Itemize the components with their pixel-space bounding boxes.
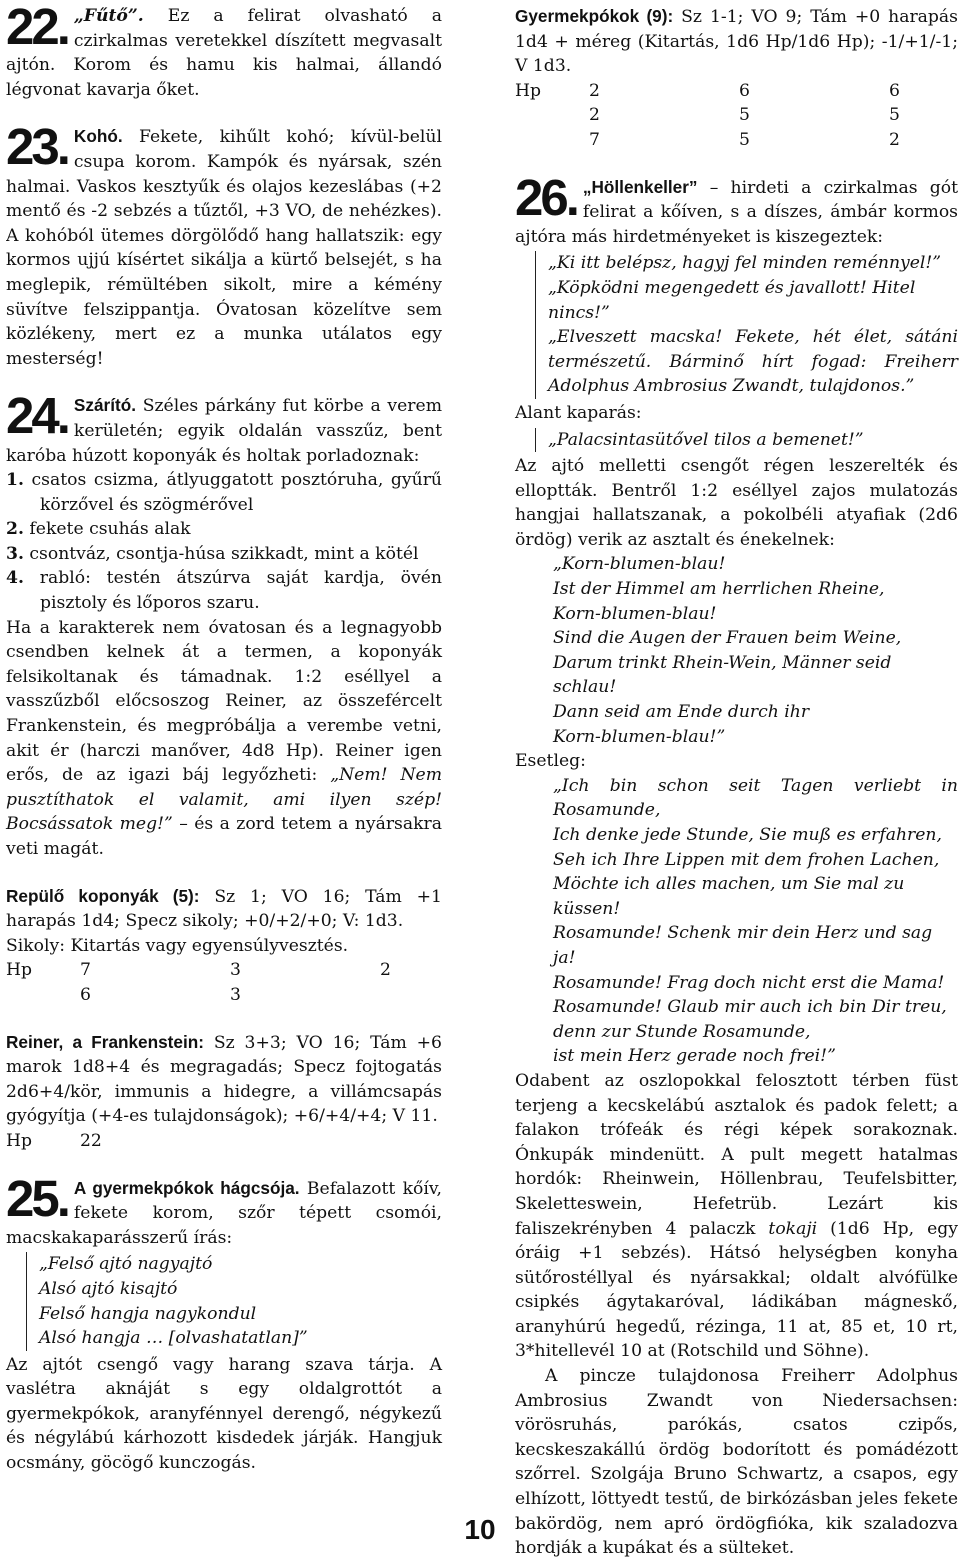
stat-block-spiders: Gyermekpókok (9): Sz 1-1; VO 9; Tám +0 harapás 1d4 + méreg (Kitartás, 1d6 Hp/1d6 Hp); -1/+1/-1; V 1d3. Hp 2 6 6 2 5 5 7 5 2 xyxy=(515,4,958,153)
section-26 xyxy=(515,175,958,250)
page-number: 10 xyxy=(464,1514,496,1545)
tavern-description: Odabent az oszlopokkal felosztott térben füst terjeng a kecskelábú asztalok és padok felett; a falakon trófeák és régi képek sorakoznak. Ónkupák mindenütt. A pult megett hatalmas hordók: Rheinwein, Höllenbrau, Teufelsbitter, Skeletteswein, Hefetrüb. Lezárt kis faliszekrényben 4 palaczk tokaji (1d6 Hp, egy óráig +1 sebzés). Hátsó helységben konyha sütőrostéllyal és nyársakkal; oldalt alvófülke csipkés ágytakaróval, ládikában mágneskő, aranyhúrú hegedű, rézinga, 11 at, 85 et, 10 rt, 3*hitellevél 10 at (Rotschild und Söhne). xyxy=(515,1070,959,1362)
scratched-notice: „Palacsintasütővel tilos a bemenet!” xyxy=(535,428,958,453)
stat-name: Repülő koponyák (5): xyxy=(6,885,200,906)
section-25 xyxy=(6,1176,442,1251)
stat-name: Reiner, a Frankenstein: xyxy=(6,1031,204,1052)
section-title: „Fűtő”. xyxy=(73,6,144,26)
section-text: – hirdeti a czirkalmas gót felirat a kőíven, s a díszes, ámbár kormos ajtóra más hirdetményeket is kiszegeztek: xyxy=(515,177,958,247)
section-22 xyxy=(6,4,442,102)
hp-row: 2 5 5 xyxy=(589,105,900,126)
section-number: 23. xyxy=(6,124,68,176)
label-text: Esetleg: xyxy=(515,751,586,772)
section-title: A gyermekpókok hágcsója. xyxy=(73,1177,300,1198)
song-kornblumenblau: „Korn-blumen-blau! Ist der Himmel am herrlichen Rheine, Korn-blumen-blau! Sind die Augen der Frauen beim Weine, Darum trinkt Rhein-Wein, Männer seid schlau! Dann seid am Ende durch ihr Korn-blumen-blau!” xyxy=(553,554,902,747)
section-number: 22. xyxy=(6,4,68,55)
list-item: 4. rabló: testén átszúrva saját kardja, övén pisztoly és lőporos szaru. xyxy=(6,568,442,614)
list-item: 2. fekete csuhás alak xyxy=(6,519,191,540)
right-column xyxy=(515,4,958,1561)
hp-row: Hp 7 3 2 xyxy=(6,960,391,981)
hp-row: 7 5 2 xyxy=(589,129,900,150)
hp-row: Hp 22 xyxy=(6,1130,102,1151)
door-notices: „Ki itt belépsz, hagyj fel minden reménnyel!” „Köpködni megengedett és javallott! Hitel nincs!” „Elveszett macska! Fekete, hét élet, sátáni természetű. Bárminő hírt fogad: Freiherr Adolphus Ambrosius Zwandt, tulajdonos.” xyxy=(535,251,958,399)
stat-name: Gyermekpókok (9): xyxy=(515,6,674,26)
section-text: Befalazott kőív, fekete korom, szőr tépett csomói, macskakaparásszerű írás: xyxy=(6,1178,442,1248)
stat-block-reiner: Reiner, a Frankenstein: Sz 3+3; VO 16; Tám +6 marok 1d8+4 és megragadás; Specz fojtogatás 2d6+4/kör, immunis a hidegre, a villámcsapás gyógyítja (+4-es tulajdonságok); +6/+4/+4; V 11. Hp 22 xyxy=(6,1030,442,1154)
section-23 xyxy=(6,124,442,371)
list-item: 3. csontváz, csontja-húsa szikkadt, mint a kötél xyxy=(6,543,419,564)
section-text: Ez a felirat olvasható a czirkalmas veretekkel díszített megvasalt ajtón. Korom és hamu kis halmai, állandó légvonat kavarja őket. xyxy=(6,6,442,100)
stat-note: Sikoly: Kitartás vagy egyensúlyvesztés. xyxy=(6,935,349,956)
hp-row: Hp 2 6 6 xyxy=(515,80,900,101)
section-title: „Höllenkeller” xyxy=(582,176,698,197)
hp-row: 6 3 xyxy=(80,984,241,1005)
section-number: 26. xyxy=(515,174,577,226)
song-rosamunde: „Ich bin schon seit Tagen verliebt in Rosamunde, Ich denke jede Stunde, Sie muß es erfahren, Seh ich Ihre Lippen mit dem frohen Lachen, Möchte ich alles machen, um Sie mal zu küssen! Rosamunde! Schenk mir dein Herz und sag ja! Rosamunde! Frag doch nicht erst die Mama! Rosamunde! Glaub mir auch ich bin Dir treu, denn zur Stunde Rosamunde, ist mein Herz gerade noch frei!” xyxy=(553,775,958,1067)
list-item: 1. csatos csizma, átlyuggatott posztóruha, gyűrű körzővel és szögmérővel xyxy=(6,470,442,515)
section-title: Kohó. xyxy=(73,126,123,147)
reiner-paragraph: Ha a karakterek nem óvatosan és a legnagyobb csendben kelnek át a termen, a koponyák felsikoltanak és támadnak. 1:2 eséllyel a vasszűzből előcsoszog Reiner, az összefércelt Frankenstein, és megpróbálja a verembe vetni, akit ér (harczi manőver, 4d8 Hp). Reiner igen erős, de az igazi báj legyőzheti: „Nem! Nem pusztíthatok el valamit, ami ilyen szép! Bocsássatok meg!” – és a zord tetem a nyársakra veti magát. xyxy=(6,617,443,859)
section-title: Szárító. xyxy=(73,395,136,416)
stat-block-skulls: Repülő koponyák (5): Sz 1; VO 16; Tám +1 harapás 1d4; Specz sikoly; +0/+2/+0; V: 1d3. Sikoly: Kitartás vagy egyensúlyvesztés. Hp 7 3 2 6 3 xyxy=(6,884,442,1008)
section-number: 24. xyxy=(6,393,68,445)
section-24 xyxy=(6,393,442,468)
section-text: Az ajtót csengő vagy harang szava tárja. A vaslétra aknáját s egy oldalgrottót a gyermekpókok, aranyfénnyel derengő, négykezű és négylábú kárhozott kisdedek járják. Hangjuk ocsmány, göcögő kunczogás. xyxy=(6,1354,442,1474)
section-text: Fekete, kihűlt kohó; kívül-belül csupa korom. Kampók és nyársak, szén halmai. Vaskos kesztyűk és olajos kezeslábas (+2 mentő és -2 sebzés a tűztől, +3 VO, de nehézkes). A kohóból ütemes dörgölődő hang hallatszik: egy kormos ujjú kísértet sikálja a kürtő belsejét, s ha meglepik, rémültében sikolt, mire a kémény süvítve felszippantja. Óvatosan közelítve sem közlékeny, mert ez a munka utálatos egy mesterség! xyxy=(6,127,442,369)
reiner-quote: „Nem! Nem pusztíthatok el valamit, ami ilyen szép! Bocsássatok meg!” xyxy=(6,765,443,835)
section-text: Az ajtó melletti csengőt régen leszerelték és elloptták. Bentről 1:2 eséllyel zajos mulatozás hangjai hallatszanak, a pokolbéli atyafiak (2d6 ördög) verik az asztalt és énekelnek: xyxy=(515,456,958,550)
section-text: Széles párkány fut körbe a verem kerületén; egyik oldalán vasszűz, bent karóba húzott koponyák és holtak porladoznak: xyxy=(6,396,442,466)
corpse-list xyxy=(6,468,442,616)
owner-description: A pincze tulajdonosa Freiherr Adolphus Ambrosius Zwandt von Niedersachsen: vörösruhás, parókás, csatos czipős, kecskeszakállú ördög bodorított és pomádézott szőrrel. Szolgája Bruno Schwartz, a csapos, egy elhízott, löttyedt testű, de birkózásban jeles fekete bakördög, nem apró ördögfióka, kik szaladozva hordják a kupákat és a sülteket. xyxy=(515,1366,958,1559)
left-column xyxy=(6,4,442,1476)
door-inscription: „Felső ajtó nagyajtó Alsó ajtó kisajtó Felső hangja nagykondul Alsó hangja … [olvashatatlan]” xyxy=(26,1252,442,1350)
section-number: 25. xyxy=(6,1175,68,1227)
label-text: Alant kaparás: xyxy=(515,402,642,423)
